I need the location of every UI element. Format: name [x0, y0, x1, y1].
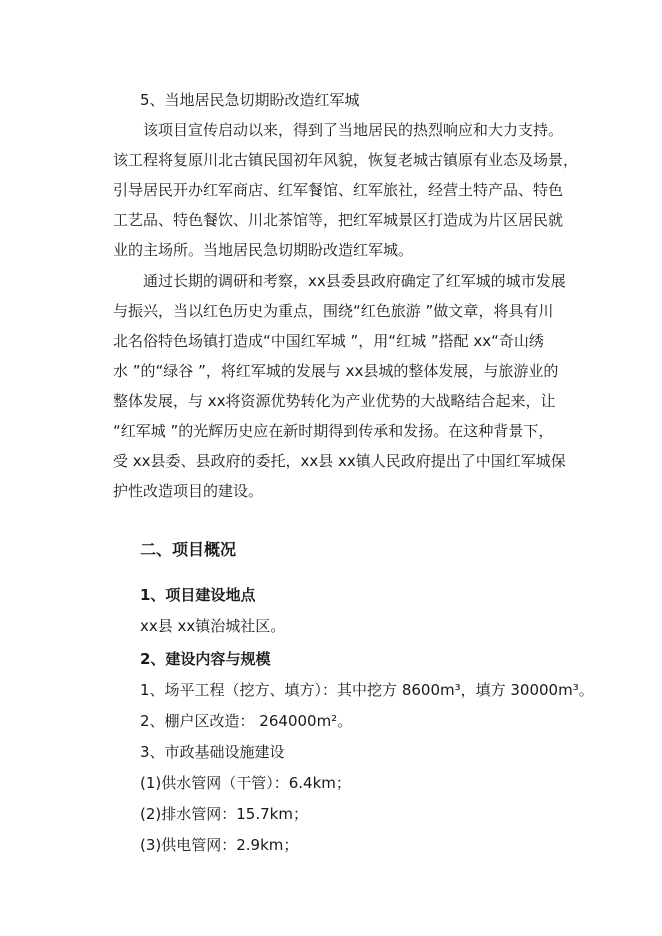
paragraph-line: 业的主场所。当地居民急切期盼改造红军城。	[113, 241, 414, 259]
list-item: 1、场平工程（挖方、填方）：其中挖方 8600m³，填方 30000m³。	[140, 681, 594, 699]
paragraph-line: 北名俗特色场镇打造成“中国红军城 ”，用“红城 ”搭配 xx“奇山绣	[113, 332, 544, 350]
subsection-title-scope: 2、建设内容与规模	[140, 650, 271, 668]
paragraph-2	[113, 266, 593, 506]
paragraph-1	[113, 115, 593, 265]
paragraph-line: 该工程将复原川北古镇民国初年风貌，恢复老城古镇原有业态及场景，	[113, 151, 579, 169]
paragraph-line: 水 ”的“绿谷 ”，将红军城的发展与 xx县城的整体发展，与旅游业的	[113, 362, 559, 380]
location-text: xx县 xx镇治城社区。	[140, 617, 286, 635]
list-item: (2)排水管网：15.7km；	[140, 805, 308, 823]
list-item: 2、棚户区改造： 264000m²。	[140, 712, 353, 730]
subsection-title-location: 1、项目建设地点	[140, 586, 256, 604]
paragraph-line: “红军城 ”的光辉历史应在新时期得到传承和发扬。在这种背景下，	[113, 422, 554, 440]
list-item: (1)供水管网（干管）：6.4km；	[140, 774, 351, 792]
item5-title: 5、当地居民急切期盼改造红军城	[140, 91, 360, 109]
list-item: (3)供电管网：2.9km；	[140, 836, 299, 854]
paragraph-line: 工艺品、特色餐饮、川北茶馆等，把红军城景区打造成为片区居民就	[113, 211, 564, 229]
paragraph-line: 引导居民开办红军商店、红军餐馆、红军旅社，经营土特产品、特色	[113, 181, 564, 199]
list-item: 3、市政基础设施建设	[140, 743, 285, 761]
paragraph-line: 护性改造项目的建设。	[113, 482, 264, 500]
paragraph-line: 受 xx县委、县政府的委托，xx县 xx镇人民政府提出了中国红军城保	[113, 452, 566, 470]
paragraph-line: 该项目宣传启动以来，得到了当地居民的热烈响应和大力支持。	[143, 121, 564, 139]
paragraph-line: 通过长期的调研和考察，xx县委县政府确定了红军城的城市发展	[143, 272, 566, 290]
section-heading: 二、项目概况	[140, 540, 237, 559]
paragraph-line: 与振兴，当以红色历史为重点，围绕“红色旅游 ”做文章，将具有川	[113, 302, 554, 320]
paragraph-line: 整体发展，与 xx将资源优势转化为产业优势的大战略结合起来，让	[113, 392, 556, 410]
